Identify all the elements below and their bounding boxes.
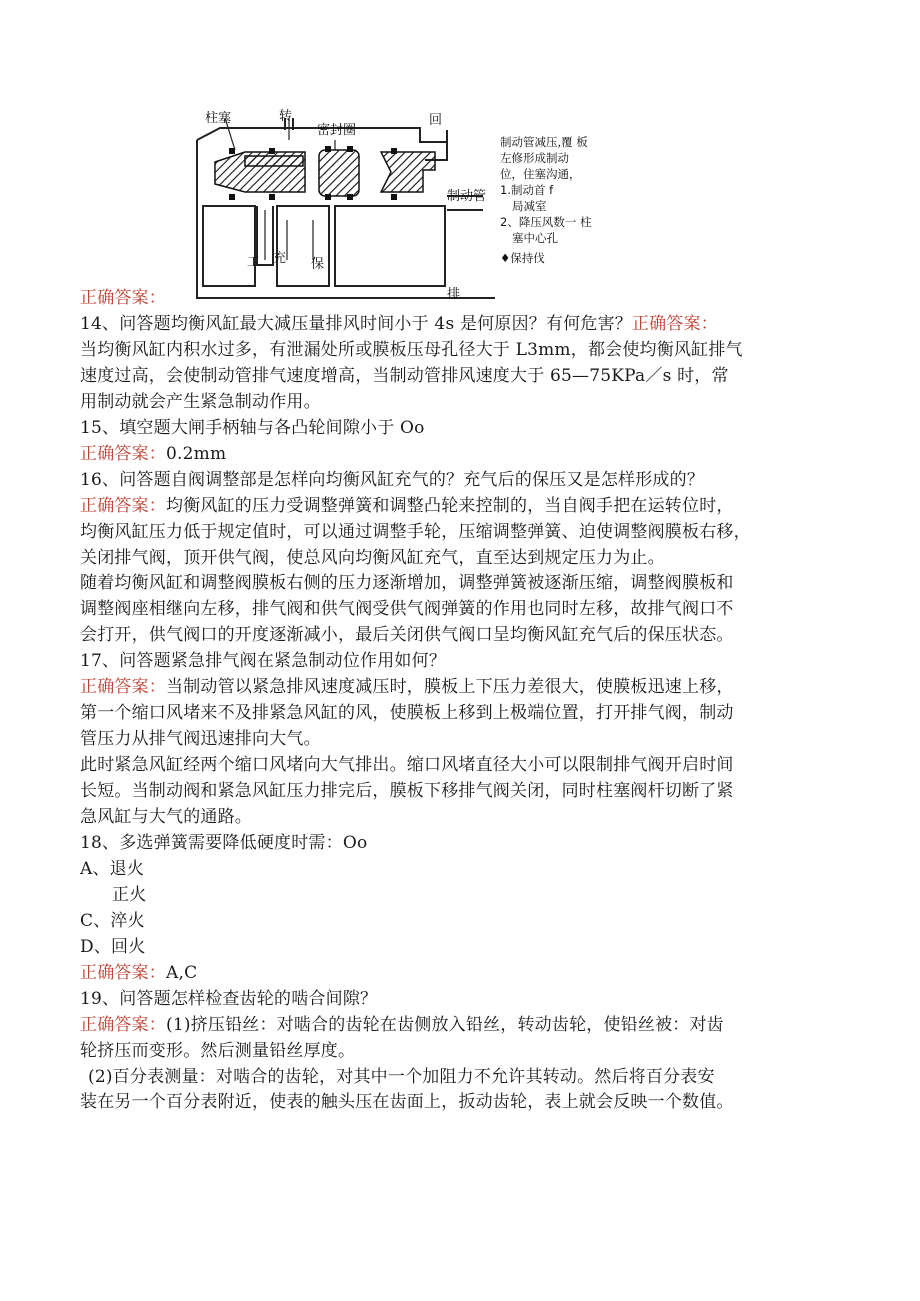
line-text: 急风缸与大气的通路。 [80,807,252,827]
text-line [80,805,252,829]
line-text: A、退火 [80,858,145,879]
label-work: 工 [247,255,261,270]
answer-label: 正确答案： [80,1014,166,1035]
text-line [80,546,665,570]
line-text: 会打开，供气阀口的开度逐渐减小，最后关闭供气阀口呈均衡风缸充气后的保压状态。 [80,625,734,646]
line-text: 管压力从排气阀迅速排向大气。 [80,729,321,750]
text-line [80,909,145,933]
line-text: 14、问答题均衡风缸最大减压量排风时间小于 4s 是何原因？有何危害？ [80,313,632,334]
label-seal-ring: 密封圈 [317,123,357,138]
line-text: D、回火 [80,936,146,957]
answer-label: 正确答案： [80,443,166,464]
line-text: 速度过高，会使制动管排气速度增高，当制动管排风速度大于 65—75KPa／s 时，常 [80,365,729,386]
label-charge: 充 [273,251,287,266]
text-line [80,1039,355,1063]
side-note: 2、降压风数一 柱 [500,215,592,229]
text-line [80,727,321,751]
line-text: C、淬火 [80,910,145,931]
side-note: 位，住塞沟通， [500,167,581,181]
line-text: 此时紧急风缸经两个缩口风堵向大气排出。缩口风堵直径大小可以限制排气阀开启时间 [80,755,734,776]
label-brake-pipe: 制动管 [447,189,487,204]
label-hold: 保 [311,257,325,272]
line-text: 第一个缩口风堵来不及排紧急风缸的风，使膜板上移到上极端位置，打开排气阀，制动 [80,703,734,724]
line-text: A,C [166,962,198,983]
line-text: 轮挤压而变形。然后测量铅丝厚度。 [80,1040,356,1061]
side-note: 制动管减压,覆 板 [500,135,588,149]
line-text: 装在另一个百分表附近，使表的触头压在齿面上，扳动齿轮，表上就会反映一个数值。 [80,1092,734,1113]
line-text: 0.2mm [166,443,227,464]
line-text: 调整阀座相继向左移，排气阀和供气阀受供气阀弹簧的作用也同时左移，故排气阀口不 [80,599,734,620]
text-line [80,597,734,621]
text-line [80,1090,734,1114]
text-line [80,312,718,336]
text-line [80,831,367,855]
text-line [80,1013,724,1037]
line-text: 15、填空题大闸手柄轴与各凸轮间隙小于 Oo [80,417,425,438]
side-note: 1.制动首 f [500,183,554,197]
line-text: (2)百分表测量：对啮合的齿轮，对其中一个加阻力不允许其转动。然后将百分表安 [88,1066,715,1087]
text-line [80,701,734,725]
line-text: 关闭排气阀，顶开供气阀，使总风向均衡风缸充气，直至达到规定压力为止。 [80,547,665,568]
text-line [80,286,166,310]
text-line [80,520,751,544]
valve-diagram [185,100,505,305]
line-text: 当制动管以紧急排风速度减压时，膜板上下压力差很大，使膜板迅速上移， [166,677,734,698]
answer-label: 正确答案： [80,495,166,516]
line-text: 用制动就会产生紧急制动作用。 [80,391,321,412]
line-text: 18、多选弹簧需要降低硬度时需：Oo [80,832,368,853]
side-note: 塞中心孔 [512,231,558,245]
text-line [80,1065,715,1089]
side-note: 左修形成制动 [500,151,569,165]
text-line [80,779,734,803]
answer-label: 正确答案： [80,288,166,308]
label-plunger: 柱塞 [205,111,232,126]
text-line [80,753,734,777]
text-line [80,338,743,362]
text-line [80,571,734,595]
text-line [80,857,144,881]
text-line [80,961,197,985]
text-line [80,935,145,959]
text-line [80,987,377,1011]
label-exhaust: 排 [447,287,461,302]
line-text: 均衡风缸压力低于规定值时，可以通过调整手轮，压缩调整弹簧、迫使调整阀膜板右移， [80,521,751,542]
text-line [80,442,226,466]
side-note: ♦保持伐 [500,251,545,265]
text-line [80,649,446,673]
line-text: 16、问答题自阀调整部是怎样向均衡风缸充气的？充气后的保压又是怎样形成的？ [80,469,705,490]
line-text: 19、问答题怎样检查齿轮的啮合间隙？ [80,988,378,1009]
answer-label: 正确答案： [80,962,166,983]
text-line [80,416,425,440]
text-line [80,364,729,388]
text-line [80,468,704,492]
text-line [80,675,734,699]
line-text: 长短。当制动阀和紧急风缸压力排完后，膜板下移排气阀关闭，同时柱塞阀杆切断了紧 [80,781,734,802]
answer-label: 正确答案： [631,313,718,334]
text-line [80,390,321,414]
label-turn: 转 [279,109,293,124]
line-text: 正火 [112,884,147,905]
line-text: 当均衡风缸内积水过多，有泄漏处所或膜板压母孔径大于 L3mm，都会使均衡风缸排气 [80,339,743,360]
text-line [80,623,734,647]
label-return: 回 [429,113,443,128]
answer-label: 正确答案： [80,677,166,698]
text-line [80,494,734,518]
diagram-side-notes [500,134,620,266]
line-text: (1)挤压铅丝：对啮合的齿轮在齿侧放入铅丝，转动齿轮，使铅丝被：对齿 [166,1014,724,1035]
line-text: 随着均衡风缸和调整阀膜板右侧的压力逐渐增加，调整弹簧被逐渐压缩，调整阀膜板和 [80,573,734,594]
text-line [80,883,146,907]
line-text: 均衡风缸的压力受调整弹簧和调整凸轮来控制的，当自阀手把在运转位时， [166,495,734,516]
side-note: 局减室 [512,199,547,213]
line-text: 17、问答题紧急排气阀在紧急制动位作用如何？ [80,651,447,672]
